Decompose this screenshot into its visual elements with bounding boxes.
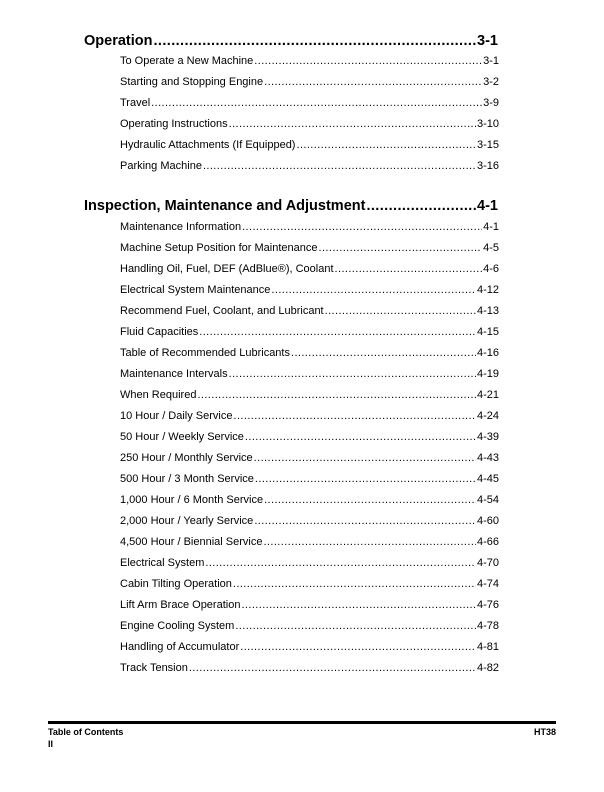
entry-page: 4-43 [476, 452, 499, 464]
toc-entry[interactable] [120, 76, 499, 88]
entry-title: Electrical System [120, 557, 205, 569]
toc-entry[interactable] [120, 118, 499, 130]
entry-page: 4-45 [476, 473, 499, 485]
toc-entry[interactable] [120, 494, 499, 506]
toc-entry[interactable] [120, 305, 499, 317]
entry-page: 4-60 [476, 515, 499, 527]
toc-entry[interactable] [120, 641, 499, 653]
toc-entry[interactable] [120, 55, 499, 67]
entry-page: 4-24 [476, 410, 499, 422]
toc-entry[interactable] [120, 515, 499, 527]
entry-title: Engine Cooling System [120, 620, 235, 632]
dot-leader [335, 263, 483, 275]
entry-title: Parking Machine [120, 160, 202, 172]
entry-page: 3-15 [476, 139, 499, 151]
entry-page: 4-16 [476, 347, 499, 359]
dot-leader [151, 97, 482, 109]
dot-leader [189, 662, 476, 674]
section-title: Operation [84, 33, 153, 49]
toc-entry[interactable] [120, 557, 499, 569]
dot-leader [254, 515, 476, 527]
section-title: Inspection, Maintenance and Adjustment [84, 198, 366, 214]
entry-page: 4-39 [476, 431, 499, 443]
dot-leader [271, 284, 476, 296]
dot-leader [325, 305, 476, 317]
dot-leader [153, 33, 476, 49]
entry-page: 4-13 [476, 305, 499, 317]
entry-title: Handling of Accumulator [120, 641, 240, 653]
entry-title: Handling Oil, Fuel, DEF (AdBlue®), Coolant [120, 263, 334, 275]
toc-entry[interactable] [120, 139, 499, 151]
dot-leader [234, 410, 476, 422]
entry-title: 250 Hour / Monthly Service [120, 452, 253, 464]
section-page: 3-1 [477, 33, 498, 49]
dot-leader [242, 221, 482, 233]
toc-entry[interactable] [120, 221, 499, 233]
dot-leader [235, 620, 476, 632]
dot-leader [319, 242, 483, 254]
entry-page: 3-10 [476, 118, 499, 130]
entry-title: Recommend Fuel, Coolant, and Lubricant [120, 305, 324, 317]
dot-leader [199, 326, 476, 338]
entry-title: Maintenance Intervals [120, 368, 228, 380]
entry-title: Fluid Capacities [120, 326, 199, 338]
entry-page: 3-2 [483, 76, 499, 88]
footer-divider [48, 721, 556, 724]
section-page: 4-1 [477, 198, 498, 214]
dot-leader [229, 118, 476, 130]
dot-leader [197, 389, 476, 401]
toc-entry[interactable] [120, 431, 499, 443]
dot-leader [205, 557, 476, 569]
footer-page-number: II [48, 739, 54, 749]
toc-entry[interactable] [120, 326, 499, 338]
toc-entry[interactable] [120, 536, 499, 548]
entry-page: 4-12 [476, 284, 499, 296]
entry-page: 4-78 [476, 620, 499, 632]
toc-section-operation[interactable] [84, 33, 498, 49]
entry-title: 10 Hour / Daily Service [120, 410, 233, 422]
dot-leader [203, 160, 476, 172]
entry-title: 500 Hour / 3 Month Service [120, 473, 254, 485]
dot-leader [240, 641, 476, 653]
entry-page: 3-16 [476, 160, 499, 172]
dot-leader [264, 494, 476, 506]
toc-entry[interactable] [120, 452, 499, 464]
entry-page: 4-70 [476, 557, 499, 569]
entry-title: When Required [120, 389, 197, 401]
entry-title: 50 Hour / Weekly Service [120, 431, 244, 443]
entry-page: 4-76 [476, 599, 499, 611]
dot-leader [296, 139, 475, 151]
entry-page: 4-82 [476, 662, 499, 674]
entry-page: 4-6 [483, 263, 499, 275]
entry-title: Maintenance Information [120, 221, 242, 233]
dot-leader [254, 55, 482, 67]
dot-leader [233, 578, 476, 590]
entry-title: 4,500 Hour / Biennial Service [120, 536, 263, 548]
dot-leader [366, 198, 476, 214]
entry-page: 4-21 [476, 389, 499, 401]
toc-entry[interactable] [120, 368, 499, 380]
entry-page: 4-66 [476, 536, 499, 548]
entry-title: Machine Setup Position for Maintenance [120, 242, 318, 254]
entry-title: Travel [120, 97, 151, 109]
toc-entry[interactable] [120, 160, 499, 172]
dot-leader [263, 536, 476, 548]
entry-page: 3-1 [483, 55, 499, 67]
entry-title: 1,000 Hour / 6 Month Service [120, 494, 264, 506]
toc-entry[interactable] [120, 347, 499, 359]
footer-model-label: HT38 [533, 727, 556, 737]
entry-page: 3-9 [483, 97, 499, 109]
entry-title: Operating Instructions [120, 118, 228, 130]
toc-entry[interactable] [120, 578, 499, 590]
toc-entry[interactable] [120, 410, 499, 422]
entry-title: Track Tension [120, 662, 188, 674]
toc-entry[interactable] [120, 284, 499, 296]
toc-entry[interactable] [120, 97, 499, 109]
toc-entry[interactable] [120, 473, 499, 485]
entry-title: Hydraulic Attachments (If Equipped) [120, 139, 296, 151]
entry-page: 4-81 [476, 641, 499, 653]
entry-title: 2,000 Hour / Yearly Service [120, 515, 254, 527]
entry-page: 4-19 [476, 368, 499, 380]
entry-title: Cabin Tilting Operation [120, 578, 232, 590]
entry-page: 4-5 [483, 242, 499, 254]
footer-section-label: Table of Contents [48, 727, 124, 737]
dot-leader [264, 76, 482, 88]
entry-title: Electrical System Maintenance [120, 284, 271, 296]
toc-entry[interactable] [120, 389, 499, 401]
entry-title: Lift Arm Brace Operation [120, 599, 241, 611]
entry-page: 4-1 [483, 221, 499, 233]
dot-leader [245, 431, 476, 443]
toc-entry[interactable] [120, 662, 499, 674]
entry-title: Starting and Stopping Engine [120, 76, 264, 88]
entry-page: 4-15 [476, 326, 499, 338]
toc-entry[interactable] [120, 263, 499, 275]
dot-leader [254, 452, 476, 464]
entry-page: 4-74 [476, 578, 499, 590]
toc-section-inspection-maintenance[interactable] [84, 198, 498, 214]
entry-page: 4-54 [476, 494, 499, 506]
toc-entry[interactable] [120, 242, 499, 254]
toc-entry[interactable] [120, 620, 499, 632]
entry-title: To Operate a New Machine [120, 55, 254, 67]
dot-leader [291, 347, 476, 359]
dot-leader [241, 599, 476, 611]
dot-leader [255, 473, 476, 485]
entry-title: Table of Recommended Lubricants [120, 347, 290, 359]
toc-entry[interactable] [120, 599, 499, 611]
dot-leader [229, 368, 476, 380]
